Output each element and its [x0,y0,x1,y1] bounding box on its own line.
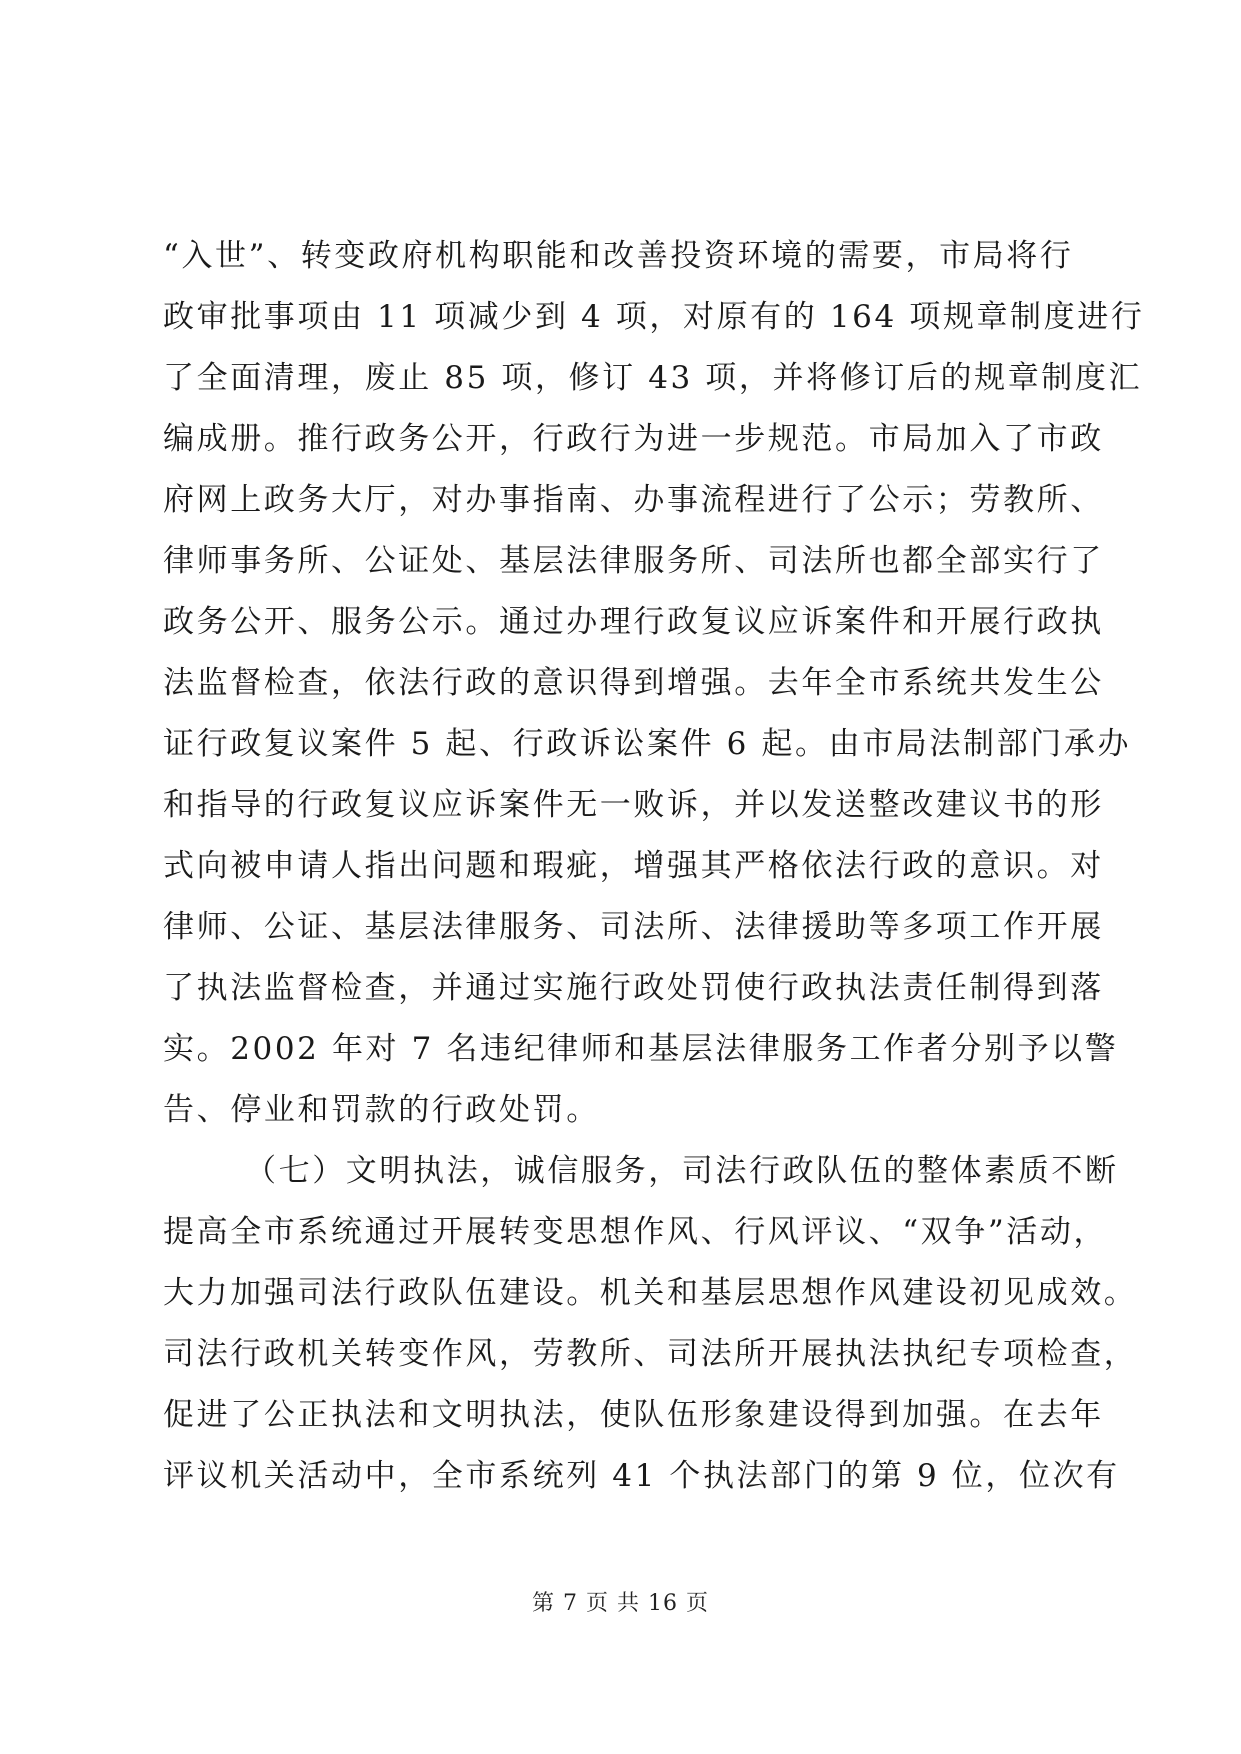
text-line: “入世”、转变政府机构职能和改善投资环境的需要，市局将行 [163,238,1074,274]
text-line: 证行政复议案件 5 起、行政诉讼案件 6 起。由市局法制部门承办 [163,726,1132,762]
page-number-footer: 第 7 页 共 16 页 [532,1591,709,1616]
text-line: 提高全市系统通过开展转变思想作风、行风评议、“双争”活动， [163,1214,1108,1250]
text-line: 评议机关活动中，全市系统列 41 个执法部门的第 9 位，位次有 [163,1458,1120,1494]
text-line: 了全面清理，废止 85 项，修订 43 项，并将修订后的规章制度汇 [163,360,1143,396]
text-line: 法监督检查，依法行政的意识得到增强。去年全市系统共发生公 [163,665,1104,701]
text-line: 编成册。推行政务公开，行政行为进一步规范。市局加入了市政 [163,421,1104,457]
text-line: 告、停业和罚款的行政处罚。 [163,1092,600,1128]
text-line: 式向被申请人指出问题和瑕疵，增强其严格依法行政的意识。对 [163,848,1104,884]
text-line: 政审批事项由 11 项减少到 4 项，对原有的 164 项规章制度进行 [163,299,1145,335]
text-line: 了执法监督检查，并通过实施行政处罚使行政执法责任制得到落 [163,970,1104,1006]
section-heading-line: （七）文明执法，诚信服务，司法行政队伍的整体素质不断 [245,1153,1119,1189]
text-line: 政务公开、服务公示。通过办理行政复议应诉案件和开展行政执 [163,604,1104,640]
text-line: 促进了公正执法和文明执法，使队伍形象建设得到加强。在去年 [163,1397,1104,1433]
text-line: 府网上政务大厅，对办事指南、办事流程进行了公示；劳教所、 [163,482,1104,518]
text-line: 律师、公证、基层法律服务、司法所、法律援助等多项工作开展 [163,909,1104,945]
body-text [163,226,1145,1507]
text-line: 大力加强司法行政队伍建设。机关和基层思想作风建设初见成效。 [163,1275,1138,1311]
text-line: 实。2002 年对 7 名违纪律师和基层法律服务工作者分别予以警 [163,1031,1119,1067]
text-line: 和指导的行政复议应诉案件无一败诉，并以发送整改建议书的形 [163,787,1104,823]
text-line: 律师事务所、公证处、基层法律服务所、司法所也都全部实行了 [163,543,1104,579]
text-line: 司法行政机关转变作风，劳教所、司法所开展执法执纪专项检查， [163,1336,1138,1372]
